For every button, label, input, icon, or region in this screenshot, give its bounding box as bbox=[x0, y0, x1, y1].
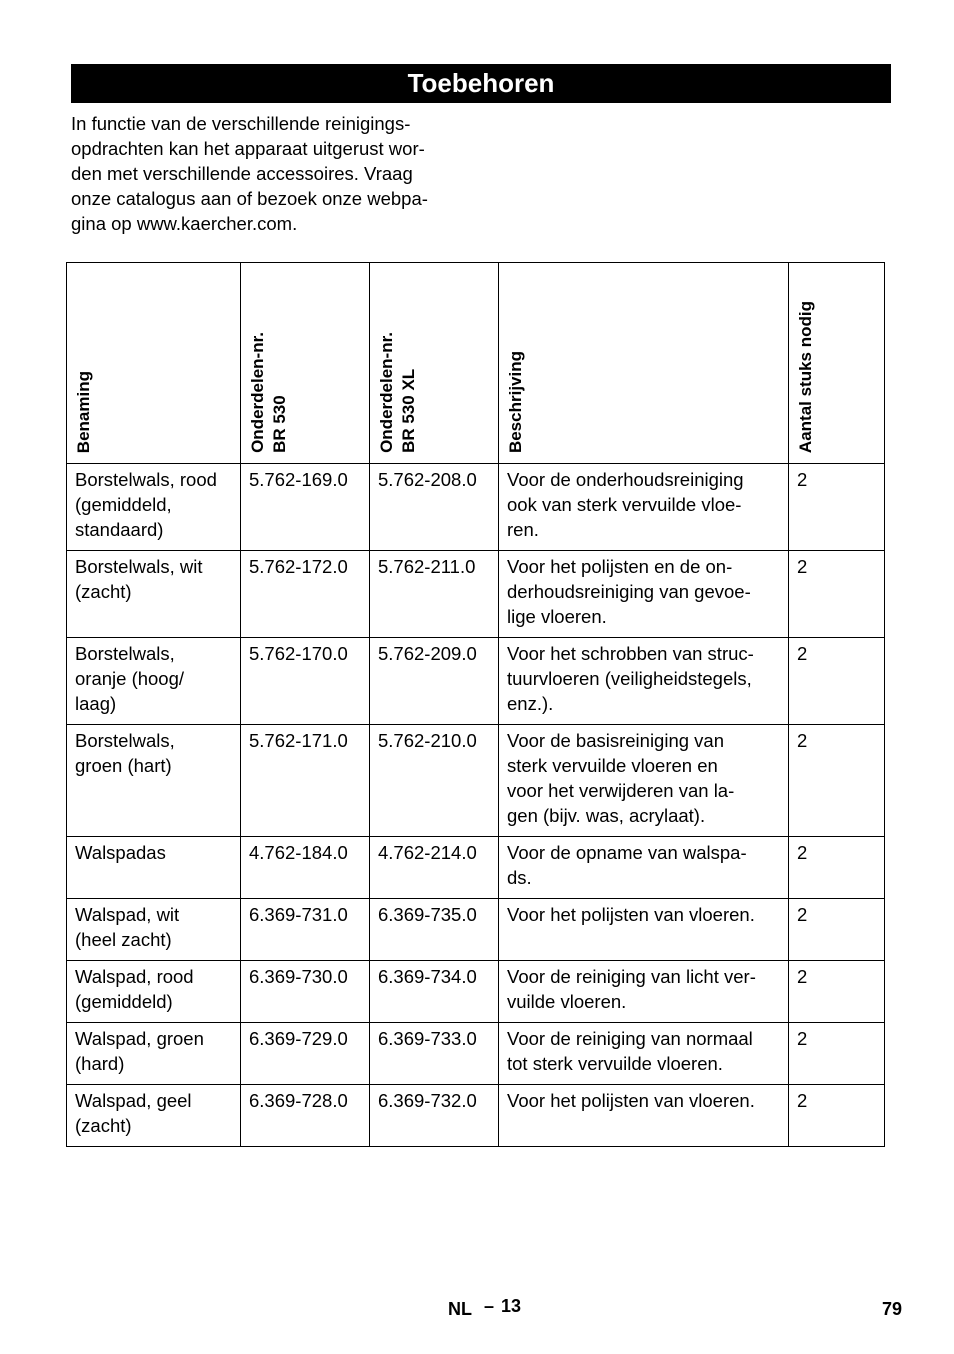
page-number: 79 bbox=[882, 1299, 903, 1319]
header-label: BR 530 bbox=[270, 395, 289, 453]
accessories-table bbox=[66, 262, 885, 1147]
cell-beschrijving bbox=[499, 1085, 789, 1147]
cell-line: Walspad, geel bbox=[75, 1090, 192, 1111]
cell-nr-br530xl: 5.762-211.0 bbox=[370, 551, 499, 638]
footer-dash: – bbox=[484, 1296, 495, 1316]
cell-nr-br530xl: 4.762-214.0 bbox=[370, 837, 499, 899]
cell-beschrijving bbox=[499, 551, 789, 638]
intro-line: In functie van de verschillende reinigings- bbox=[71, 113, 411, 134]
cell-beschrijving bbox=[499, 725, 789, 837]
cell-beschrijving bbox=[499, 899, 789, 961]
header-benaming bbox=[67, 263, 241, 464]
table-row bbox=[67, 725, 885, 837]
footer-language: NL bbox=[448, 1299, 472, 1319]
table-row bbox=[67, 837, 885, 899]
cell-nr-br530xl: 6.369-734.0 bbox=[370, 961, 499, 1023]
cell-benaming bbox=[67, 899, 241, 961]
page-title: Toebehoren bbox=[71, 64, 891, 103]
cell-line: (hard) bbox=[75, 1053, 125, 1074]
cell-aantal: 2 bbox=[789, 464, 885, 551]
cell-line: gen (bijv. was, acrylaat). bbox=[507, 805, 706, 826]
cell-line: sterk vervuilde vloeren en bbox=[507, 755, 718, 776]
cell-nr-br530xl: 6.369-735.0 bbox=[370, 899, 499, 961]
cell-line: Voor het schrobben van struc- bbox=[507, 643, 754, 664]
intro-line: onze catalogus aan of bezoek onze webpa- bbox=[71, 188, 428, 209]
cell-benaming bbox=[67, 1023, 241, 1085]
table-row bbox=[67, 1085, 885, 1147]
header-label: Benaming bbox=[74, 370, 93, 453]
cell-line: standaard) bbox=[75, 519, 164, 540]
cell-line: Voor de onderhoudsreiniging bbox=[507, 469, 744, 490]
cell-nr-br530: 4.762-184.0 bbox=[241, 837, 370, 899]
cell-line: vuilde vloeren. bbox=[507, 991, 627, 1012]
cell-line: ook van sterk vervuilde vloe- bbox=[507, 494, 742, 515]
footer-section-page: 13 bbox=[501, 1296, 522, 1316]
table-row bbox=[67, 899, 885, 961]
cell-line: (zacht) bbox=[75, 581, 132, 602]
cell-line: Voor het polijsten van vloeren. bbox=[507, 1090, 755, 1111]
table-row bbox=[67, 551, 885, 638]
header-beschrijving bbox=[499, 263, 789, 464]
table-header-row bbox=[67, 263, 885, 464]
cell-benaming bbox=[67, 961, 241, 1023]
cell-nr-br530: 5.762-170.0 bbox=[241, 638, 370, 725]
cell-line: lige vloeren. bbox=[507, 606, 607, 627]
cell-line: Voor het polijsten van vloeren. bbox=[507, 904, 755, 925]
cell-line: Borstelwals, bbox=[75, 643, 175, 664]
header-label: BR 530 XL bbox=[399, 368, 418, 453]
cell-line: Walspad, wit bbox=[75, 904, 180, 925]
cell-line: voor het verwijderen van la- bbox=[507, 780, 735, 801]
cell-aantal: 2 bbox=[789, 961, 885, 1023]
cell-line: Borstelwals, rood bbox=[75, 469, 217, 490]
intro-paragraph bbox=[71, 111, 471, 236]
header-label: Aantal stuks nodig bbox=[796, 300, 815, 453]
cell-line: derhoudsreiniging van gevoe- bbox=[507, 581, 751, 602]
cell-benaming bbox=[67, 725, 241, 837]
cell-aantal: 2 bbox=[789, 899, 885, 961]
cell-line: Walspad, groen bbox=[75, 1028, 204, 1049]
cell-nr-br530: 5.762-171.0 bbox=[241, 725, 370, 837]
cell-line: Walspad, rood bbox=[75, 966, 194, 987]
table-row bbox=[67, 638, 885, 725]
table-row bbox=[67, 961, 885, 1023]
header-label: Onderdelen-nr. bbox=[248, 332, 267, 453]
intro-line: gina op www.kaercher.com. bbox=[71, 213, 298, 234]
intro-line: opdrachten kan het apparaat uitgerust wor- bbox=[71, 138, 425, 159]
cell-line: tuurvloeren (veiligheidstegels, bbox=[507, 668, 752, 689]
cell-aantal: 2 bbox=[789, 725, 885, 837]
cell-line: Walspadas bbox=[75, 842, 166, 863]
cell-benaming bbox=[67, 837, 241, 899]
cell-beschrijving bbox=[499, 464, 789, 551]
header-aantal bbox=[789, 263, 885, 464]
cell-beschrijving bbox=[499, 837, 789, 899]
cell-nr-br530: 6.369-729.0 bbox=[241, 1023, 370, 1085]
cell-line: enz.). bbox=[507, 693, 554, 714]
cell-beschrijving bbox=[499, 961, 789, 1023]
cell-line: Borstelwals, wit bbox=[75, 556, 203, 577]
cell-line: Voor de opname van walspa- bbox=[507, 842, 747, 863]
cell-nr-br530: 5.762-169.0 bbox=[241, 464, 370, 551]
intro-line: den met verschillende accessoires. Vraag bbox=[71, 163, 413, 184]
cell-line: oranje (hoog/ bbox=[75, 668, 185, 689]
cell-line: (zacht) bbox=[75, 1115, 132, 1136]
cell-nr-br530xl: 6.369-733.0 bbox=[370, 1023, 499, 1085]
cell-aantal: 2 bbox=[789, 1023, 885, 1085]
cell-line: (gemiddeld) bbox=[75, 991, 173, 1012]
cell-line: groen (hart) bbox=[75, 755, 172, 776]
cell-aantal: 2 bbox=[789, 638, 885, 725]
cell-benaming bbox=[67, 1085, 241, 1147]
cell-nr-br530xl: 5.762-209.0 bbox=[370, 638, 499, 725]
cell-nr-br530xl: 5.762-210.0 bbox=[370, 725, 499, 837]
header-nr-br530 bbox=[241, 263, 370, 464]
cell-line: (heel zacht) bbox=[75, 929, 172, 950]
cell-benaming bbox=[67, 638, 241, 725]
table-row bbox=[67, 1023, 885, 1085]
cell-line: ds. bbox=[507, 867, 532, 888]
cell-line: tot sterk vervuilde vloeren. bbox=[507, 1053, 723, 1074]
header-label: Onderdelen-nr. bbox=[377, 332, 396, 453]
header-label: Beschrijving bbox=[506, 350, 525, 453]
cell-line: Borstelwals, bbox=[75, 730, 175, 751]
cell-line: ren. bbox=[507, 519, 539, 540]
cell-benaming bbox=[67, 464, 241, 551]
cell-benaming bbox=[67, 551, 241, 638]
cell-line: Voor de reiniging van licht ver- bbox=[507, 966, 756, 987]
header-nr-br530xl bbox=[370, 263, 499, 464]
cell-beschrijving bbox=[499, 638, 789, 725]
table-row bbox=[67, 464, 885, 551]
cell-nr-br530: 6.369-731.0 bbox=[241, 899, 370, 961]
cell-beschrijving bbox=[499, 1023, 789, 1085]
cell-line: laag) bbox=[75, 693, 117, 714]
cell-line: Voor het polijsten en de on- bbox=[507, 556, 733, 577]
cell-aantal: 2 bbox=[789, 1085, 885, 1147]
cell-aantal: 2 bbox=[789, 551, 885, 638]
cell-aantal: 2 bbox=[789, 837, 885, 899]
cell-line: (gemiddeld, bbox=[75, 494, 172, 515]
cell-nr-br530xl: 5.762-208.0 bbox=[370, 464, 499, 551]
cell-nr-br530: 6.369-730.0 bbox=[241, 961, 370, 1023]
cell-nr-br530: 6.369-728.0 bbox=[241, 1085, 370, 1147]
cell-nr-br530: 5.762-172.0 bbox=[241, 551, 370, 638]
cell-nr-br530xl: 6.369-732.0 bbox=[370, 1085, 499, 1147]
cell-line: Voor de basisreiniging van bbox=[507, 730, 725, 751]
cell-line: Voor de reiniging van normaal bbox=[507, 1028, 753, 1049]
